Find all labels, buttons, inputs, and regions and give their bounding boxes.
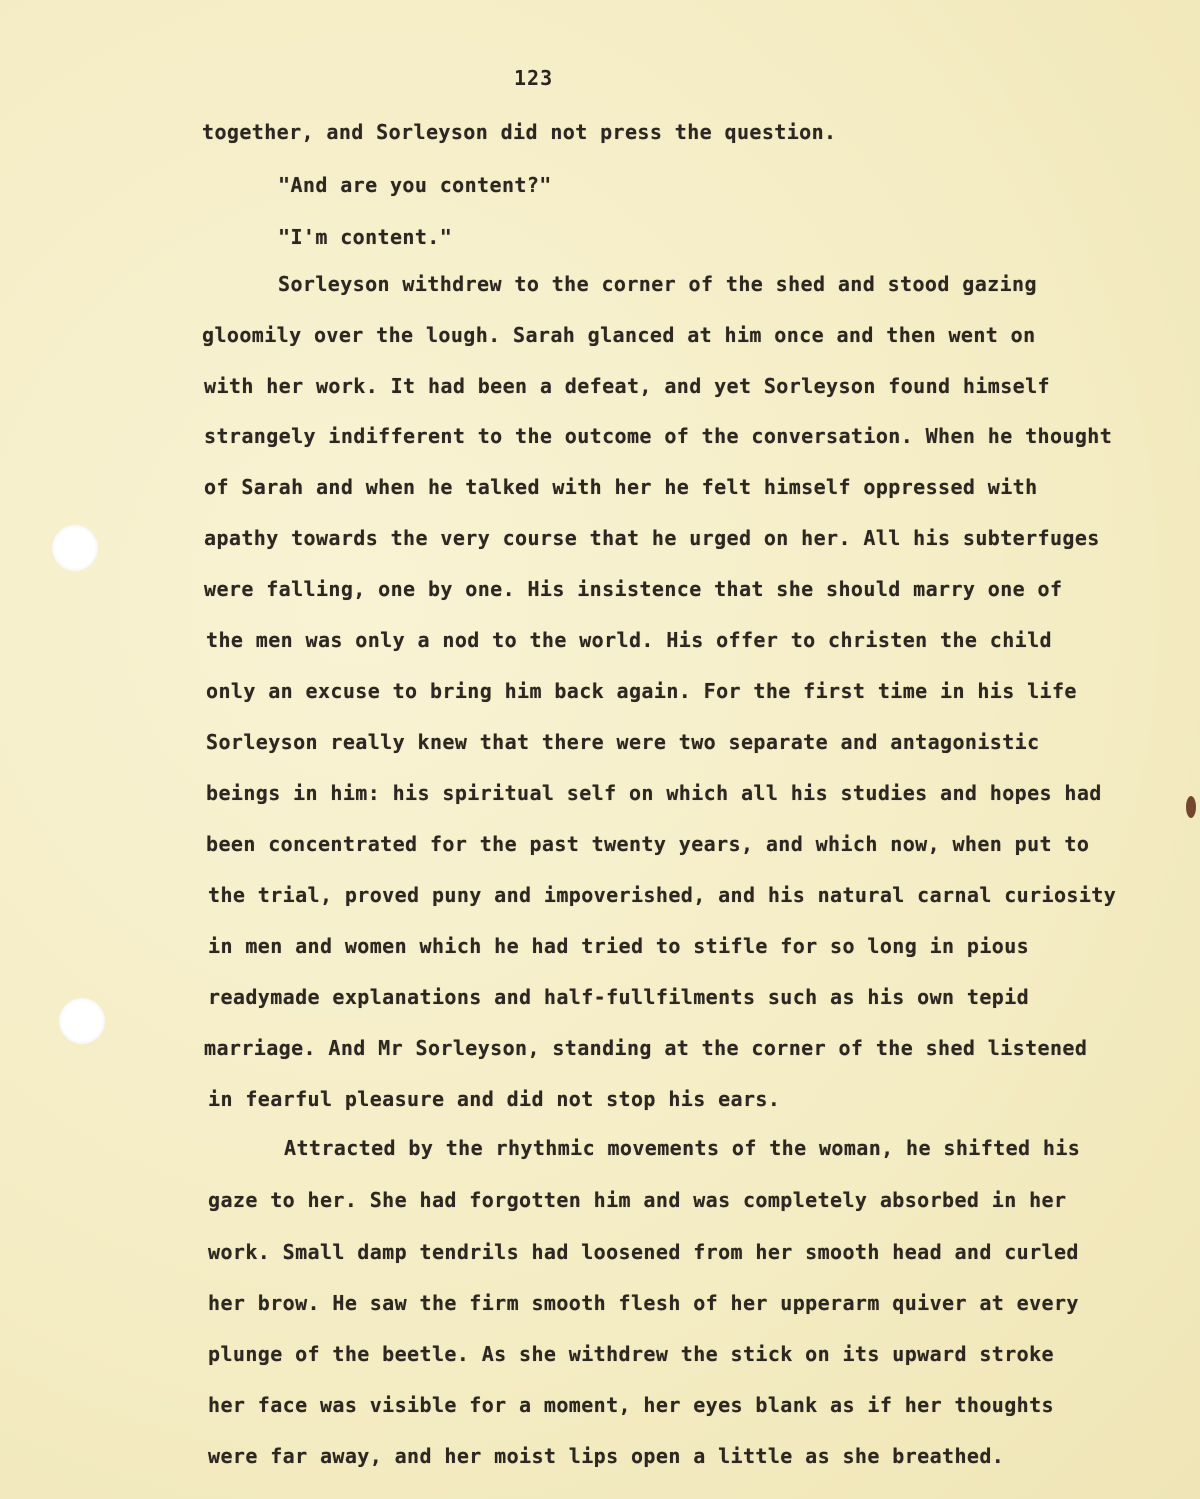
text-line: work. Small damp tendrils had loosened from her smooth head and curled [208, 1240, 1079, 1264]
text-line: in men and women which he had tried to stifle for so long in pious [208, 934, 1030, 958]
text-line: gaze to her. She had forgotten him and was completely absorbed in her [208, 1188, 1067, 1212]
text-line: apathy towards the very course that he urged on her. All his subterfuges [204, 526, 1100, 550]
text-line: readymade explanations and half-fullfilments such as his own tepid [208, 985, 1030, 1009]
text-line: "I'm content." [278, 225, 453, 249]
punch-hole-top [52, 525, 98, 571]
text-line: gloomily over the lough. Sarah glanced at him once and then went on [202, 323, 1036, 347]
text-line: "And are you content?" [278, 173, 552, 197]
text-line: of Sarah and when he talked with her he felt himself oppressed with [204, 475, 1038, 499]
text-line: Attracted by the rhythmic movements of the woman, he shifted his [284, 1136, 1081, 1160]
ink-blot [1186, 796, 1196, 818]
text-line: were falling, one by one. His insistence that she should marry one of [204, 577, 1063, 601]
text-line: marriage. And Mr Sorleyson, standing at the corner of the shed listened [204, 1036, 1088, 1060]
text-line: in fearful pleasure and did not stop his ears. [208, 1087, 781, 1111]
text-line: with her work. It had been a defeat, and yet Sorleyson found himself [204, 374, 1050, 398]
text-line: the men was only a nod to the world. His offer to christen the child [206, 628, 1052, 652]
page-number: 123 [514, 66, 554, 90]
text-line: the trial, proved puny and impoverished, and his natural carnal curiosity [208, 883, 1117, 907]
text-line: were far away, and her moist lips open a little as she breathed. [208, 1444, 1005, 1468]
text-line: beings in him: his spiritual self on which all his studies and hopes had [206, 781, 1102, 805]
text-line: Sorleyson really knew that there were two separate and antagonistic [206, 730, 1040, 754]
text-line: Sorleyson withdrew to the corner of the shed and stood gazing [278, 272, 1037, 296]
text-line: only an excuse to bring him back again. For the first time in his life [206, 679, 1077, 703]
text-line: her face was visible for a moment, her eyes blank as if her thoughts [208, 1393, 1054, 1417]
text-line: together, and Sorleyson did not press the question. [202, 120, 837, 144]
text-line: strangely indifferent to the outcome of the conversation. When he thought [204, 424, 1113, 448]
punch-hole-bottom [59, 998, 105, 1044]
text-line: plunge of the beetle. As she withdrew the stick on its upward stroke [208, 1342, 1054, 1366]
text-line: been concentrated for the past twenty years, and which now, when put to [206, 832, 1090, 856]
text-line: her brow. He saw the firm smooth flesh of her upperarm quiver at every [208, 1291, 1079, 1315]
